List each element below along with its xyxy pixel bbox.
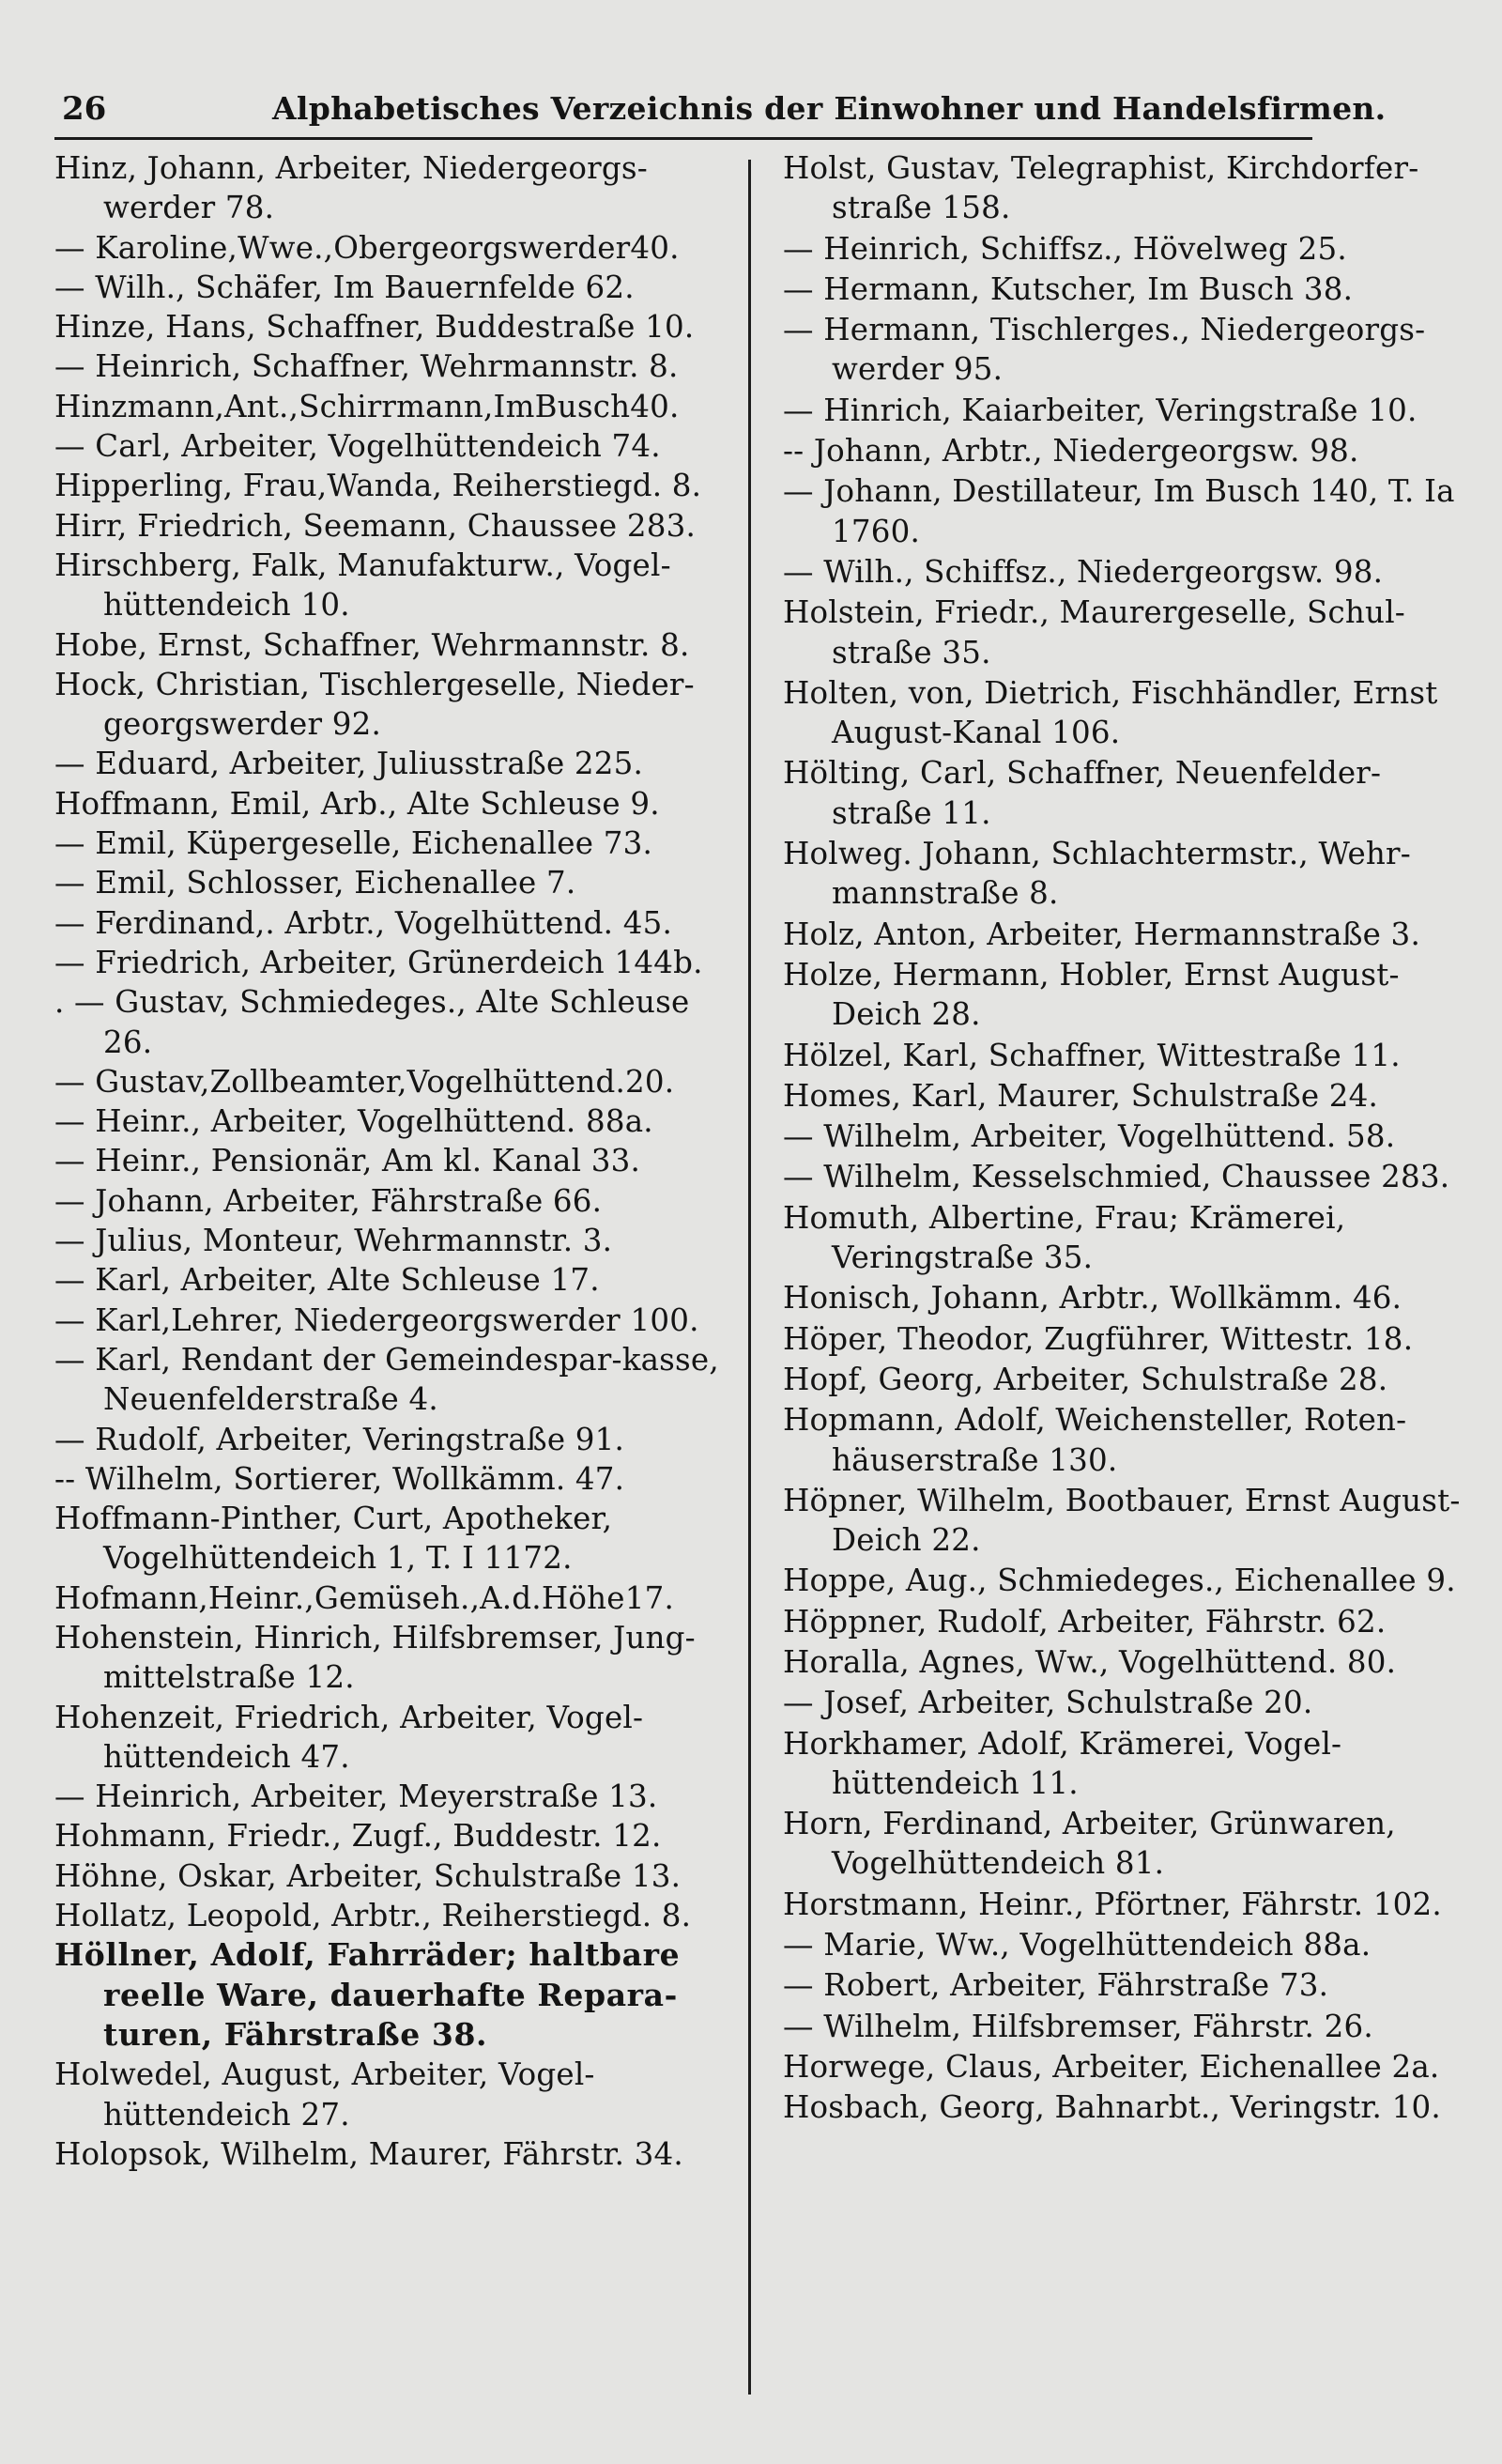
directory-entry: Holopsok, Wilhelm, Maurer, Fährstr. 34. bbox=[54, 2135, 683, 2172]
directory-entry: Hohenstein, Hinrich, Hilfsbremser, Jung-mittelstraße 12. bbox=[54, 1619, 696, 1696]
directory-entry: — Hermann, Tischlerges., Niedergeorgs-werder 95. bbox=[783, 312, 1426, 388]
directory-entry: Hock, Christian, Tischlergeselle, Nieder-georgswerder 92. bbox=[54, 666, 695, 743]
directory-entry: Horalla, Agnes, Ww., Vogelhüttend. 80. bbox=[783, 1643, 1397, 1680]
directory-entry: — Friedrich, Arbeiter, Grünerdeich 144b. bbox=[54, 944, 703, 980]
directory-entry: Holwedel, August, Arbeiter, Vogel-hüttendeich 27. bbox=[54, 2056, 595, 2133]
directory-entry: — Hermann, Kutscher, Im Busch 38. bbox=[783, 270, 1354, 307]
directory-entry: Hollatz, Leopold, Arbtr., Reiherstiegd. 8. bbox=[54, 1898, 692, 1934]
directory-entry: — Julius, Monteur, Wehrmannstr. 3. bbox=[54, 1223, 613, 1259]
directory-entry: — Karoline,Wwe.,Obergeorgswerder40. bbox=[54, 229, 680, 266]
directory-entry: Hopf, Georg, Arbeiter, Schulstraße 28. bbox=[783, 1361, 1388, 1397]
directory-entry: Hofmann,Heinr.,Gemüseh.,A.d.Höhe17. bbox=[54, 1579, 674, 1616]
directory-entry: Horwege, Claus, Arbeiter, Eichenallee 2a. bbox=[783, 2048, 1440, 2085]
directory-entry: Homes, Karl, Maurer, Schulstraße 24. bbox=[783, 1077, 1379, 1114]
directory-entry: — Emil, Küpergeselle, Eichenallee 73. bbox=[54, 825, 652, 862]
directory-entry: — Wilh., Schäfer, Im Bauernfelde 62. bbox=[54, 269, 635, 305]
directory-entry: — Hinrich, Kaiarbeiter, Veringstraße 10. bbox=[783, 392, 1418, 428]
header-rule bbox=[54, 137, 1312, 140]
directory-entry: — Emil, Schlosser, Eichenallee 7. bbox=[54, 865, 576, 901]
left-column bbox=[54, 148, 729, 2174]
directory-entry: — Eduard, Arbeiter, Juliusstraße 225. bbox=[54, 746, 644, 782]
directory-entry: — Josef, Arbeiter, Schulstraße 20. bbox=[783, 1685, 1313, 1721]
directory-entry: Horkhamer, Adolf, Krämerei, Vogel-hüttendeich 11. bbox=[783, 1725, 1342, 1801]
directory-entry: Höppner, Rudolf, Arbeiter, Fährstr. 62. bbox=[783, 1603, 1387, 1640]
directory-entry: — Ferdinand,. Arbtr., Vogelhüttend. 45. bbox=[54, 904, 673, 941]
directory-entry: Horn, Ferdinand, Arbeiter, Grünwaren, Vogelhüttendeich 81. bbox=[783, 1806, 1406, 1882]
directory-entry: — Robert, Arbeiter, Fährstraße 73. bbox=[783, 1967, 1329, 2004]
directory-entry: — Wilhelm, Arbeiter, Vogelhüttend. 58. bbox=[783, 1118, 1396, 1155]
right-column bbox=[783, 148, 1468, 2129]
running-title: Alphabetisches Verzeichnis der Einwohner und Handelsfirmen. bbox=[272, 90, 1387, 127]
page-number: 26 bbox=[62, 90, 107, 128]
directory-entry: Hölting, Carl, Schaffner, Neuenfelder-straße 11. bbox=[783, 755, 1382, 831]
directory-entry: Höhne, Oskar, Arbeiter, Schulstraße 13. bbox=[54, 1857, 682, 1894]
directory-entry: Hoppe, Aug., Schmiedeges., Eichenallee 9. bbox=[783, 1563, 1456, 1599]
directory-entry: Hölzel, Karl, Schaffner, Wittestraße 11. bbox=[783, 1037, 1401, 1073]
directory-entry: Höpner, Wilhelm, Bootbauer, Ernst August-Deich 22. bbox=[783, 1482, 1461, 1559]
directory-entry: — Gustav,Zollbeamter,Vogelhüttend.20. bbox=[54, 1063, 675, 1100]
directory-entry: Hoffmann-Pinther, Curt, Apotheker, Vogelhüttendeich 1, T. I 1172. bbox=[54, 1501, 622, 1577]
directory-entry: Hinzmann,Ant.,Schirrmann,ImBusch40. bbox=[54, 388, 680, 424]
directory-entry: — Heinr., Pensionär, Am kl. Kanal 33. bbox=[54, 1143, 640, 1179]
directory-entry: -- Johann, Arbtr., Niedergeorgsw. 98. bbox=[783, 433, 1359, 470]
directory-entry: — Wilhelm, Hilfsbremser, Fährstr. 26. bbox=[783, 2008, 1373, 2044]
directory-entry: Hohenzeit, Friedrich, Arbeiter, Vogel-hüttendeich 47. bbox=[54, 1699, 644, 1775]
directory-entry: . — Gustav, Schmiedeges., Alte Schleuse 26. bbox=[54, 984, 699, 1060]
directory-entry: Hirschberg, Falk, Manufakturw., Vogel-hüttendeich 10. bbox=[54, 547, 671, 624]
directory-entry: Holz, Anton, Arbeiter, Hermannstraße 3. bbox=[783, 916, 1420, 952]
directory-entry: Honisch, Johann, Arbtr., Wollkämm. 46. bbox=[783, 1280, 1402, 1317]
directory-entry: — Rudolf, Arbeiter, Veringstraße 91. bbox=[54, 1421, 625, 1457]
directory-entry: Holze, Hermann, Hobler, Ernst August-Deich 28. bbox=[783, 956, 1400, 1033]
directory-entry: — Heinrich, Arbeiter, Meyerstraße 13. bbox=[54, 1779, 658, 1815]
directory-entry: — Karl, Rendant der Gemeindespar-kasse, Neuenfelderstraße 4. bbox=[54, 1341, 729, 1418]
directory-entry: Hobe, Ernst, Schaffner, Wehrmannstr. 8. bbox=[54, 626, 690, 663]
column-divider bbox=[748, 160, 751, 2395]
directory-entry: Hipperling, Frau,Wanda, Reiherstiegd. 8. bbox=[54, 468, 702, 504]
directory-entry: Hinze, Hans, Schaffner, Buddestraße 10. bbox=[54, 309, 695, 346]
directory-entry: Hirr, Friedrich, Seemann, Chaussee 283. bbox=[54, 507, 697, 544]
directory-entry: Horstmann, Heinr., Pförtner, Fährstr. 102. bbox=[783, 1886, 1442, 1922]
directory-entry: -- Wilhelm, Sortierer, Wollkämm. 47. bbox=[54, 1460, 625, 1497]
directory-entry: — Wilh., Schiffsz., Niedergeorgsw. 98. bbox=[783, 553, 1384, 590]
directory-entry: Holstein, Friedr., Maurergeselle, Schul-straße 35. bbox=[783, 594, 1405, 670]
directory-entry: — Heinrich, Schiffsz., Hövelweg 25. bbox=[783, 230, 1347, 267]
directory-entry: — Karl,Lehrer, Niedergeorgswerder 100. bbox=[54, 1301, 699, 1338]
page-header bbox=[62, 86, 1387, 131]
directory-entry: — Marie, Ww., Vogelhüttendeich 88a. bbox=[783, 1927, 1372, 1964]
directory-entry: Holten, von, Dietrich, Fischhändler, Ernst August-Kanal 106. bbox=[783, 674, 1448, 751]
directory-entry: — Heinr., Arbeiter, Vogelhüttend. 88a. bbox=[54, 1103, 653, 1140]
directory-entry: Hohmann, Friedr., Zugf., Buddestr. 12. bbox=[54, 1818, 662, 1855]
directory-entry: — Heinrich, Schaffner, Wehrmannstr. 8. bbox=[54, 348, 679, 385]
directory-entry: Hinz, Johann, Arbeiter, Niedergeorgs-werder 78. bbox=[54, 150, 648, 226]
directory-entry: — Wilhelm, Kesselschmied, Chaussee 283. bbox=[783, 1159, 1450, 1195]
directory-entry: Höper, Theodor, Zugführer, Wittestr. 18. bbox=[783, 1320, 1414, 1357]
directory-entry: Hosbach, Georg, Bahnarbt., Veringstr. 10. bbox=[783, 2089, 1441, 2126]
directory-entry: Hoffmann, Emil, Arb., Alte Schleuse 9. bbox=[54, 785, 660, 822]
directory-entry: Hopmann, Adolf, Weichensteller, Roten-häuserstraße 130. bbox=[783, 1402, 1407, 1478]
directory-entry: — Carl, Arbeiter, Vogelhüttendeich 74. bbox=[54, 428, 661, 465]
directory-entry: Höllner, Adolf, Fahrräder; haltbare reelle Ware, dauerhafte Repara-turen, Fährstraße 38. bbox=[54, 1936, 692, 2053]
directory-entry: Homuth, Albertine, Frau; Krämerei, Veringstraße 35. bbox=[783, 1199, 1356, 1276]
directory-entry: — Johann, Arbeiter, Fährstraße 66. bbox=[54, 1182, 603, 1219]
directory-entry: — Johann, Destillateur, Im Busch 140, T. Ia 1760. bbox=[783, 473, 1465, 549]
directory-entry: Holweg. Johann, Schlachtermstr., Wehr-mannstraße 8. bbox=[783, 836, 1411, 912]
directory-entry: — Karl, Arbeiter, Alte Schleuse 17. bbox=[54, 1262, 600, 1299]
directory-entry: Holst, Gustav, Telegraphist, Kirchdorfer-straße 158. bbox=[783, 150, 1419, 226]
